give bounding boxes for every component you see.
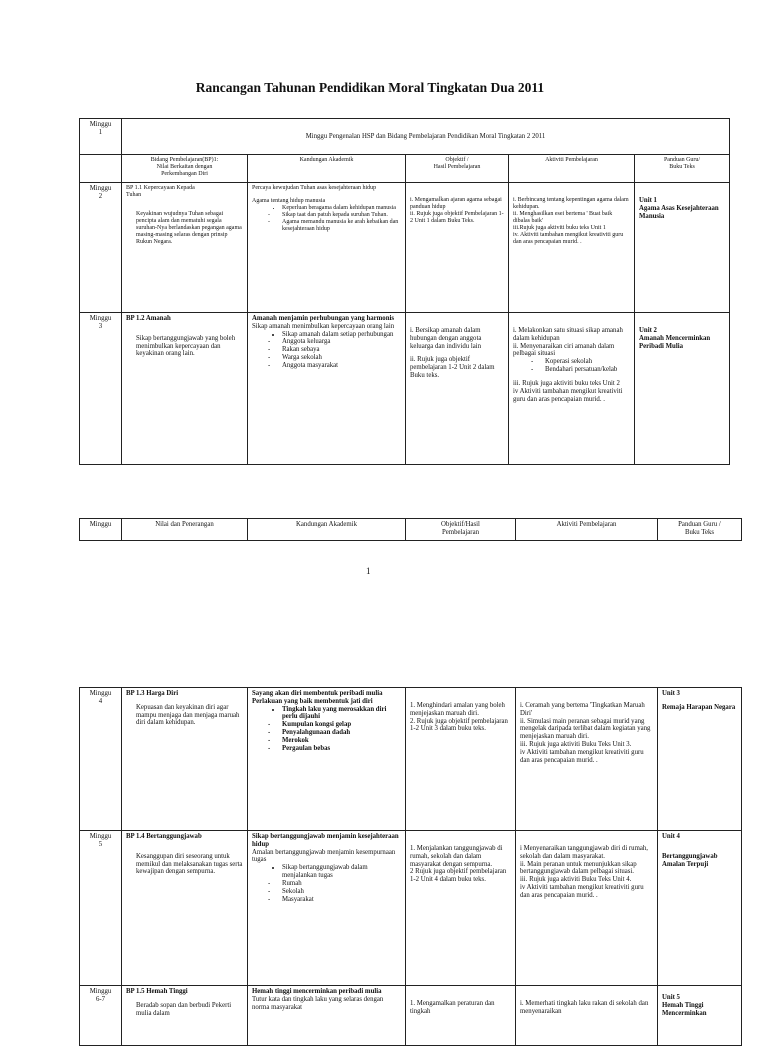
aktiviti-cell (516, 688, 658, 831)
kandungan-dash: - Merokok (282, 737, 401, 745)
header-aktiviti: Aktiviti Pembelajaran (516, 519, 658, 541)
aktiviti-item: i. Memerhati tingkah laku rakan di sekolah dan menyenaraikan (520, 1000, 649, 1015)
header-objektif: Objektif/Hasil Pembelajaran (406, 519, 516, 541)
panduan-title: Bertanggungjawab Amalan Terpuji (662, 852, 718, 868)
kandungan-cell (248, 688, 406, 831)
week-cell: Minggu 6-7 (80, 986, 122, 1046)
header-panduan: Panduan Guru/ Buku Teks (635, 155, 730, 183)
kandungan-subtitle: Sikap amanah menimbulkan kepercayaan orang lain (252, 322, 395, 330)
kandungan-bullet: • Keperluan beragama dalam kehidupan manusia (282, 205, 401, 212)
kandungan-dash: - Warga sekolah (282, 354, 401, 362)
panduan-unit: Unit 4 (662, 833, 680, 840)
kandungan-dash: - Anggota masyarakat (282, 362, 401, 370)
kandungan-dash: - Agama memandu manusia ke arah kebaikan dan kesejahteraan hidup (282, 219, 401, 233)
panduan-cell (658, 986, 742, 1046)
bp-cell (122, 183, 248, 313)
kandungan-cell (248, 183, 406, 313)
bp-description: Beradab sopan dan berbudi Pekerti mulia dalam (136, 1001, 232, 1017)
kandungan-bullet: • Sikap amanah dalam setiap perhubungan (282, 331, 401, 339)
kandungan-title: Amanah menjamin perhubungan yang harmonis (252, 315, 395, 322)
aktiviti-item: ii. Main peranan untuk menunjukkan sikap bertanggungjawab dalam pelbagai situasi. (520, 860, 637, 876)
aktiviti-item: i Menyenaraikan tanggungjawab diri di rumah, sekolah dan dalam masyarakat. (520, 845, 648, 860)
week-1-row (80, 119, 730, 155)
aktiviti-item: ii. Simulasi main peranan sebagai murid yang mengelak daripada terlibat dalam kegiatan yang menjejaskan maruah diri. (520, 717, 651, 741)
header-table (79, 518, 742, 541)
kandungan-subtitle: Amalan bertanggungjawab menjamin kesempurnaan tugas (252, 848, 396, 864)
week-3-row (80, 313, 730, 465)
aktiviti-item: i. Melakonkan satu situasi sikap amanah dalam kehidupan (513, 327, 623, 342)
aktiviti-dash: - Koperasi sekolah (545, 358, 630, 366)
week-2-row (80, 183, 730, 313)
page-number: 1 (366, 566, 371, 576)
bp-title: BP 1.4 Bertanggungjawab (126, 833, 202, 840)
header-panduan: Panduan Guru / Buku Teks (658, 519, 742, 541)
objektif-item: 1. Mengamalkan peraturan dan tingkah (410, 1000, 495, 1015)
bp-title: BP 1.2 Amanah (126, 315, 171, 322)
header-kandungan: Kandungan Akademik (248, 519, 406, 541)
objektif-item: 1. Menjalankan tanggungjawab di rumah, sekolah dan dalam masyarakat dengan sempurna. (410, 845, 503, 868)
objektif-item: i. Mengamalkan ajaran agama sebagai panduan hidup (410, 197, 502, 211)
objektif-cell (406, 831, 516, 986)
aktiviti-item: iv Aktiviti tambahan mengikut kreativiti guru dan aras pencapaian murid. . (520, 884, 644, 899)
objektif-item: i. Bersikap amanah dalam hubungan dengan anggota keluarga dan individu lain (410, 327, 482, 350)
aktiviti-item: iii. Rujuk juga aktiviti buku teks Unit 2 (513, 379, 620, 387)
panduan-title: Agama Asas Kesejahteraan Manusia (639, 204, 719, 220)
panduan-cell (658, 831, 742, 986)
kandungan-cell (248, 831, 406, 986)
objektif-item: ii. Rujuk juga objektif Pembelajaran 1-2 Unit 1 dalam Buku Teks. (410, 211, 504, 225)
plan-table-2 (79, 687, 742, 1046)
week-4-row (80, 688, 742, 831)
week-6-7-row (80, 986, 742, 1046)
kandungan-dash: - Kumpulan kongsi gelap (282, 721, 401, 729)
header-objektif: Objektif / Hasil Pembelajaran (406, 155, 509, 183)
header-aktiviti: Aktiviti Pembelajaran (509, 155, 635, 183)
panduan-title: Amanah Mencerminkan Peribadi Mulia (639, 334, 711, 350)
kandungan-subtitle: Tutur kata dan tingkah laku yang selaras dengan norma masyarakat (252, 995, 384, 1011)
panduan-unit: Unit 5 (662, 994, 680, 1001)
plan-table-1 (79, 118, 730, 465)
week-cell: Minggu 4 (80, 688, 122, 831)
kandungan-dash: - Anggota keluarga (282, 338, 401, 346)
kandungan-dash: - Pergaulan bebas (282, 745, 401, 753)
aktiviti-cell (516, 986, 658, 1046)
kandungan-cell (248, 313, 406, 465)
kandungan-dash: - Sikap taat dan patuh kepada suruhan Tuhan. (282, 212, 401, 219)
bp-title: BP 1.5 Hemah Tinggi (126, 988, 188, 995)
week-cell: Minggu 3 (80, 313, 122, 465)
aktiviti-item: i. Ceramah yang bertema 'Tingkatkan Maruah Diri' (520, 702, 645, 717)
week-5-row (80, 831, 742, 986)
header-row (80, 155, 730, 183)
objektif-item: 1. Menghindari amalan yang boleh menjejaskan maruah diri. (410, 702, 505, 717)
panduan-unit: Unit 3 (662, 690, 680, 697)
panduan-unit: Unit 1 (639, 197, 657, 204)
week-cell: Minggu 5 (80, 831, 122, 986)
kandungan-title: Hemah tinggi mencerminkan peribadi mulia (252, 988, 382, 995)
header-empty (80, 155, 122, 183)
panduan-cell (635, 183, 730, 313)
document-title: Rancangan Tahunan Pendidikan Moral Tingkatan Dua 2011 (195, 80, 545, 95)
objektif-item: ii. Rujuk juga objektif pembelajaran 1-2 Unit 2 dalam Buku teks. (410, 356, 495, 380)
aktiviti-cell (509, 313, 635, 465)
objektif-cell (406, 183, 509, 313)
week-1-content: Minggu Pengenalan HSP dan Bidang Pembelajaran Pendidikan Moral Tingkatan 2 2011 (122, 119, 730, 155)
header-minggu: Minggu (80, 519, 122, 541)
kandungan-subtitle: Agama tentang hidup manusia (252, 198, 326, 205)
kandungan-title: Percaya kewujudan Tuhan asas kesejahteraan hidup (252, 185, 377, 191)
aktiviti-cell (516, 831, 658, 986)
kandungan-title: Sikap bertanggungjawab menjamin kesejahteraan hidup (252, 833, 399, 848)
bp-description: Sikap bertanggungjawab yang boleh menimbulkan kepercayaan dan keyakinan orang lain. (136, 334, 236, 358)
bp-description: Kepuasan dan keyakinan diri agar mampu menjaga dan menjaga maruah diri dalam kehidupan. (136, 703, 240, 727)
objektif-item: 2. Rujuk juga objektif pembelajaran 1-2 Unit 3 dalam buku teks. (410, 717, 508, 733)
panduan-unit: Unit 2 (639, 327, 657, 334)
objektif-item: 2 Rujuk juga objektif pembelajaran 1-2 Unit 4 dalam buku teks. (410, 868, 507, 884)
header-row (80, 519, 742, 541)
aktiviti-item: ii. Menghasilkan esei bertema ' Buat baik dibalas baik' (513, 211, 613, 225)
kandungan-cell (248, 986, 406, 1046)
kandungan-dash: - Rumah (282, 880, 401, 888)
aktiviti-item: iii. Rujuk juga aktiviti Buku Teks Unit 4. (520, 876, 632, 884)
kandungan-bullet: • Sikap bertanggungjawab dalam menjalankan tugas (282, 864, 401, 880)
week-cell: Minggu 2 (80, 183, 122, 313)
objektif-cell (406, 986, 516, 1046)
aktiviti-cell (509, 183, 635, 313)
header-nilai: Nilai dan Penerangan (122, 519, 248, 541)
kandungan-dash: - Sekolah (282, 888, 401, 896)
bp-title: BP 1.3 Harga Diri (126, 690, 179, 697)
bp-title: BP 1.1 Kepercayaan Kepada Tuhan (126, 185, 195, 199)
kandungan-dash: - Rakan sebaya (282, 346, 401, 354)
bp-description: Kesanggupan diri seseorang untuk memikul dan melaksanakan tugas serta kewajipan dengan sempurna. (136, 852, 243, 876)
aktiviti-item: iii.Rujuk juga aktiviti buku teks Unit 1 (513, 225, 606, 232)
aktiviti-item: iii. Rujuk juga aktiviti Buku Teks Unit 3. (520, 741, 632, 749)
bp-cell (122, 986, 248, 1046)
bp-description: Keyakinan wujudnya Tuhan sebagai pencipta alam dan mematuhi segala suruhan-Nya berlandaskan pegangan agama masing-masing selaras dengan prinsip Rukun Negara. (136, 211, 242, 246)
kandungan-dash: - Penyalahgunaan dadah (282, 729, 401, 737)
panduan-title: Hemah Tinggi Mencerminkan (662, 1001, 707, 1017)
bp-cell (122, 831, 248, 986)
panduan-cell (635, 313, 730, 465)
header-bidang: Bidang Pembelajaran(BP)1: Nilai Berkaitan dengan Perkembangan Diri (122, 155, 248, 183)
header-kandungan: Kandungan Akademik (248, 155, 406, 183)
aktiviti-item: ii. Menyenaraikan ciri amanah dalam pelbagai situasi (513, 342, 615, 358)
panduan-cell (658, 688, 742, 831)
aktiviti-item: iv Aktiviti tambahan mengikut kreativiti guru dan aras pencapaian murid. . (520, 748, 644, 764)
kandungan-dash: - Masyarakat (282, 896, 401, 904)
panduan-title: Remaja Harapan Negara (662, 703, 736, 711)
week-cell: Minggu 1 (80, 119, 122, 155)
aktiviti-dash: - Bendahari persatuan/kelab (545, 366, 630, 374)
objektif-cell (406, 688, 516, 831)
aktiviti-item: i. Berbincang tentang kepentingan agama dalam kehidupan. (513, 197, 629, 211)
kandungan-bullet: • Tingkah laku yang merosakkan diri perlu dijauhi (282, 706, 401, 722)
bp-cell (122, 688, 248, 831)
bp-cell (122, 313, 248, 465)
aktiviti-item: iv. Aktiviti tambahan mengikut kreativiti guru dan aras pencapaian murid. . (513, 232, 624, 246)
kandungan-subtitle: Perlakuan yang baik membentuk jati diri (252, 697, 373, 705)
objektif-cell (406, 313, 509, 465)
aktiviti-item: iv Aktiviti tambahan mengikut kreativiti guru dan aras pencapaian murid. . (513, 387, 623, 403)
kandungan-title: Sayang akan diri membentuk peribadi mulia (252, 690, 383, 697)
